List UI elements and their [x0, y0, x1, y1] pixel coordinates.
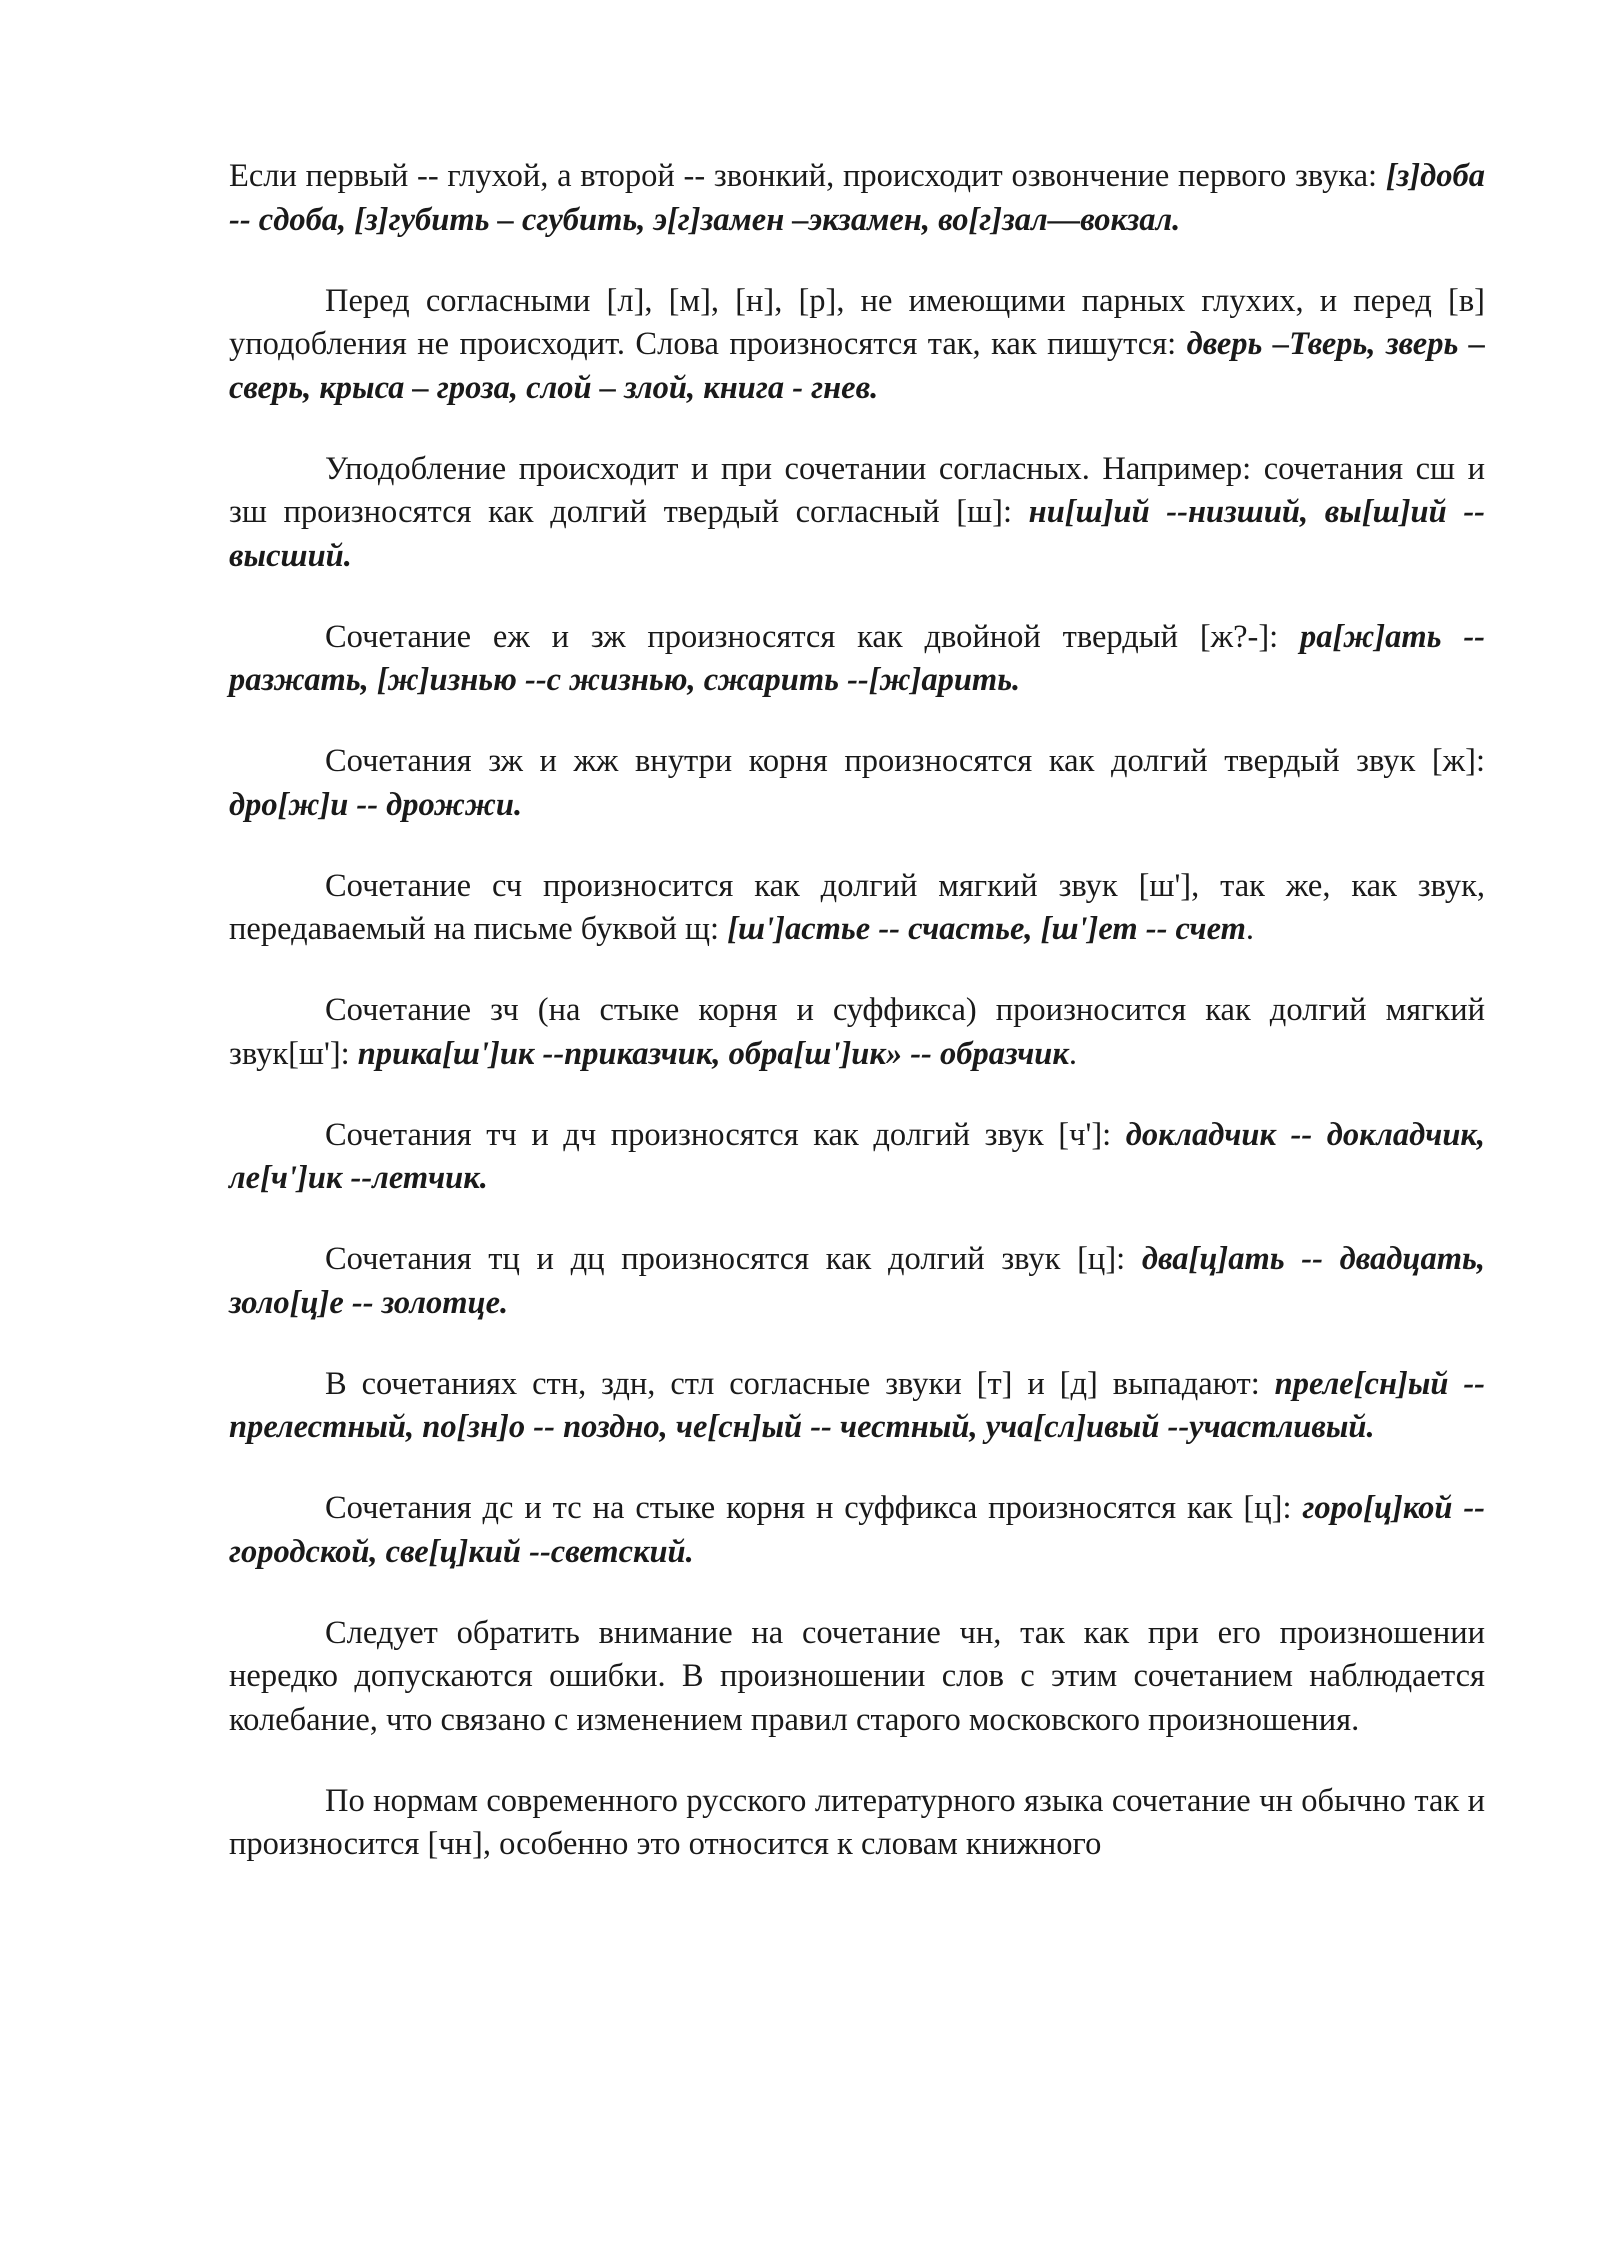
paragraph: [229, 1114, 1485, 1201]
example-words: [ш']астье -- счастье, [ш']ет -- счет: [727, 911, 1246, 947]
example-words: преле[сн]ый -- прелестный, по[зн]о -- поздно, че[сн]ый -- честный, уча[сл]ивый --участливый.: [229, 1365, 1485, 1445]
paragraph-text: Сочетания тц и дц произносятся как долгий звук [ц]:: [325, 1241, 1142, 1277]
paragraph-text: По нормам современного русского литературного языка сочетание чн обычно так и произносится [чн], особенно это относится к словам книжного: [229, 1782, 1485, 1862]
example-words: ни[ш]ий --низший, вы[ш]ий --высший.: [229, 494, 1485, 574]
paragraph-text: Сочетание еж и зж произносятся как двойной твердый [ж?-]:: [325, 618, 1301, 655]
paragraph-text: .: [1068, 1035, 1077, 1072]
paragraph: [229, 1238, 1485, 1325]
document-body: [229, 155, 1485, 1904]
paragraph-text: Сочетание зч (на стыке корня и суффикса) произносится как долгий мягкий звук[ш']:: [229, 992, 1485, 1072]
paragraph-text: Сочетания тч и дч произносятся как долгий звук [ч']:: [325, 1116, 1126, 1153]
example-words: дро[ж]и -- дрожжи.: [229, 786, 523, 823]
paragraph-text: Если первый -- глухой, а второй -- звонкий, происходит озвончение первого звука:: [229, 158, 1386, 194]
paragraph: [229, 989, 1485, 1076]
paragraph: [229, 865, 1485, 952]
paragraph-text: Перед согласными [л], [м], [н], [р], не имеющими парных глухих, и перед [в] уподобления не происходит. Слова произносятся так, как пишутся:: [229, 282, 1485, 362]
paragraph: [229, 155, 1485, 242]
paragraph-text: Следует обратить внимание на сочетание чн, так как при его произношении нередко допускаются ошибки. В произношении слов с этим сочетанием наблюдается колебание, что связано с изменением правил старого московского произношения.: [229, 1614, 1485, 1738]
paragraph-text: Уподобление происходит и при сочетании согласных. Например: сочетания сш и зш произносятся как долгий твердый согласный [ш]:: [229, 450, 1485, 530]
paragraph-text: В сочетаниях стн, здн, стл согласные звуки [т] и [д] выпадают:: [325, 1365, 1275, 1402]
paragraph: [229, 616, 1485, 703]
paragraph: [229, 448, 1485, 579]
paragraph-text: Сочетание сч произносится как долгий мягкий звук [ш'], так же, как звук, передаваемый на письме буквой щ:: [229, 867, 1485, 947]
example-words: прика[ш']ик --приказчик, обра[ш']ик» -- образчик: [357, 1035, 1069, 1072]
example-words: дверь –Тверь, зверь – сверь, крыса – гроза, слой – злой, книга - гнев.: [229, 326, 1485, 406]
example-words: [з]доба -- сдоба, [з]губить – сгубить, э[г]замен –экзамен, во[г]зал—вокзал.: [229, 158, 1485, 238]
paragraph: [229, 1612, 1485, 1743]
paragraph-text: Сочетания зж и жж внутри корня произносятся как долгий твердый звук [ж]:: [325, 743, 1485, 779]
paragraph: [229, 1487, 1485, 1574]
example-words: горо[ц]кой --городской, све[ц]кий --светский.: [229, 1490, 1485, 1570]
paragraph-text: .: [1245, 911, 1255, 947]
example-words: докладчик -- докладчик, ле[ч']ик --летчик.: [229, 1116, 1485, 1196]
example-words: два[ц]ать -- двадцать, золо[ц]е -- золотце.: [229, 1241, 1485, 1321]
paragraph-text: Сочетания дс и тс на стыке корня н суффикса произносятся как [ц]:: [325, 1490, 1303, 1526]
paragraph: [229, 740, 1485, 827]
paragraph: [229, 1363, 1485, 1450]
example-words: ра[ж]ать --разжать, [ж]изнью --с жизнью, сжарить --[ж]арить.: [229, 618, 1485, 698]
paragraph: [229, 1780, 1485, 1867]
paragraph: [229, 280, 1485, 411]
